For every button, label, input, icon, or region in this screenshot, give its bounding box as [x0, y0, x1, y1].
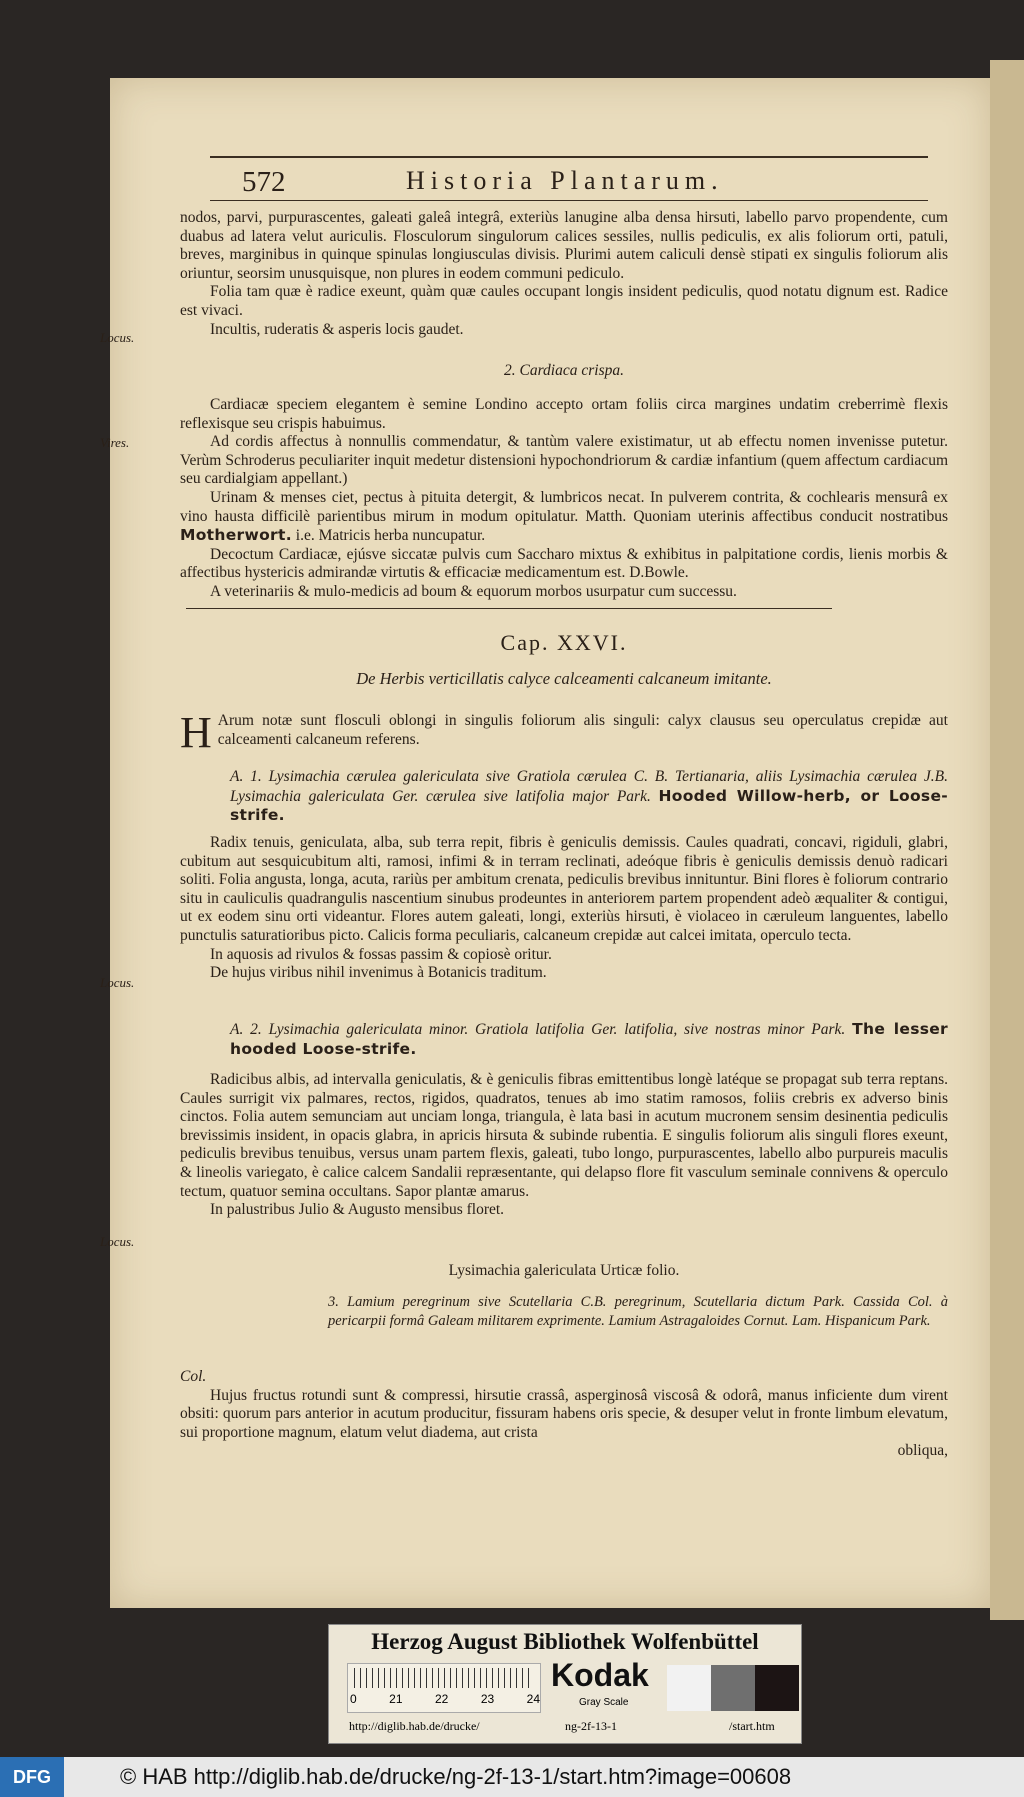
- dfg-logo: DFG: [0, 1757, 64, 1797]
- paragraph: Incultis, ruderatis & asperis locis gaudet.: [210, 320, 464, 338]
- margin-note: Vires.: [100, 435, 130, 450]
- chapter-intro: H Arum notæ sunt flosculi oblongi in singulis foliorum alis singuli: calyx clausus seu operculatus crepidæ aut calceamenti calcaneum referens.: [180, 708, 948, 757]
- gray-swatch-white: [667, 1665, 711, 1711]
- catchword: obliqua,: [897, 1442, 948, 1460]
- text-block-1: [180, 209, 948, 339]
- paragraph: Hujus fructus rotundi sunt & compressi, hirsutie crassâ, asperginosâ viscosâ & odorâ, manus inficiente dum virent obsiti: quorum pars anterior in acutum producitur, fissuram habens oris specie, & desuper velut in fronte limbum elevatum, sui proportione magnum, elatum velut diadema, aut crista: [180, 1386, 948, 1441]
- paragraph: Col.: [180, 1368, 207, 1385]
- top-rule: [210, 156, 928, 158]
- species-3-title: Lysimachia galericulata Urticæ folio.: [448, 1262, 680, 1279]
- book-edge: [990, 60, 1024, 1620]
- ruler-ticks: [354, 1668, 534, 1688]
- species-2-heading: A. 2. Lysimachia galericulata minor. Gratiola latifolia Ger. latifolia, sive nostras minor Park. The lesser hooded Loose-strife.: [230, 1020, 949, 1058]
- paragraph: Urinam & menses ciet, pectus à pituita detergit, & lumbricos necat. In pulverem contrita, & cochlearis mensurâ ex vino hausta difficilè parientibus mirum in modum opitulatur. Matth. Quoniam uterinis affectibus conducit nostratibus Motherwort. i.e. Matricis herba nuncupatur.: [180, 488, 948, 545]
- paragraph: In aquosis ad rivulos & fossas passim & copiosè oritur.: [210, 945, 552, 963]
- gray-scale-label: Gray Scale: [579, 1697, 629, 1708]
- margin-note: Locus.: [100, 330, 135, 345]
- drop-cap: H: [180, 708, 212, 757]
- margin-note: Locus.: [100, 1234, 135, 1249]
- copyright-link[interactable]: © HAB http://diglib.hab.de/drucke/ng-2f-13-1/start.htm?image=00608: [120, 1764, 792, 1789]
- margin-note: Locus.: [100, 975, 135, 990]
- url-part: ng-2f-13-1: [565, 1719, 617, 1733]
- url-part: http://diglib.hab.de/drucke/: [349, 1719, 480, 1733]
- library-name: Herzog August Bibliothek Wolfenbüttel: [371, 1629, 759, 1654]
- chapter-title: Cap. XXVI.: [500, 630, 628, 655]
- section-rule: [186, 608, 832, 609]
- ruler-scale: [347, 1663, 541, 1713]
- page-number: 572: [242, 166, 286, 198]
- running-head: Historia Plantarum.: [406, 166, 724, 195]
- blackletter-name: The lesser hooded Loose-strife.: [230, 1020, 949, 1058]
- blackletter-name: Motherwort.: [180, 526, 292, 545]
- paragraph: Radix tenuis, geniculata, alba, sub terra repit, fibris è geniculis demissis. Caules quadrati, concavi, rigiduli, glabri, cubitum aut sesquicubitum alti, ramosi, infimi & in terram reclinati, adeóque fibris è geniculis demissis denuò radicari soliti. Folia angusta, longa, acuta, rariùs per ambitum crenata, pediculis brevibus innituntur. Bini flores è foliorum contrario situ in cauliculis quadrangulis nascentium sinubus prodeuntes in anteriorem partem propendent adeò æqualiter & contigui, ut ex eodem sinu orti videantur. Flores autem galeati, longi, exteriùs hirsuti, è violaceo in cæruleum languentes, labello punctulis saturatioribus picto. Calicis forma peculiaris, calcaneum crepidæ aut calcei imitata, operculo tecta.: [180, 834, 948, 944]
- paragraph: nodos, parvi, purpurascentes, galeati galeâ integrâ, exteriùs lanugine alba densa hirsuti, labello parvo propendente, cum duabus ad latera velut auriculis. Flosculorum singulorum calices sessiles, nullis pediculis, ex alis foliorum orti, patuli, breves, marginibus in quinque spinulas longiusculas divisis. Plurimi autem caliculi densè stipati ex singulis foliorum alis oriuntur, seorsim unusquisque, non plures in eodem communi pediculo.: [180, 209, 948, 282]
- url-part: /start.htm: [729, 1719, 775, 1733]
- text-block-2: [180, 396, 948, 602]
- blackletter-name: Hooded Willow-herb, or Loose-strife.: [230, 786, 948, 825]
- gray-swatch-mid: [711, 1665, 755, 1711]
- paragraph: In palustribus Julio & Augusto mensibus floret.: [210, 1201, 505, 1219]
- footer-bar: [0, 1757, 1024, 1797]
- ruler-numbers: 0 21 22 23 24: [350, 1692, 540, 1706]
- paragraph: Radicibus albis, ad intervalla geniculatis, & è geniculis fibras emittentibus longè latéque se propagat sub terra reptans. Caules surrigit vix palmares, rectos, rigidos, quadratos, tenues ab imo statim ramosos, foliis crebris ex adverso binis cinctos. Folia autem semunciam aut unciam longa, triangula, è lata basi in acutum mucronem sensim desinentia pediculis brevissimis insident, in opacis glabra, in apricis hirsuta & subinde rubentia. E singulis foliorum alis singuli flores exeunt, pediculis brevibus tenuibus, versus unam partem flexis, galeati, tubo longo, purpurascentes, labello albo purpureis maculis & lineolis variegato, è calice calcem Sandalii repræsentante, qui delapso flore fit vasculum seminale connivens & operculo tectum, quatuor semina occultans. Sapor plantæ amarus.: [180, 1071, 948, 1200]
- paragraph: Folia tam quæ è radice exeunt, quàm quæ caules occupant longis insident pediculis, quod notatu dignum est. Radice est vivaci.: [180, 283, 948, 319]
- gray-swatch-black: [755, 1665, 799, 1711]
- paragraph: Decoctum Cardiacæ, ejúsve siccatæ pulvis cum Saccharo mixtus & exhibitus in palpitatione cordis, lienis morbis & affectibus hystericis admirandæ virtutis & efficaciæ medicamentum est. D.Bowle.: [180, 545, 948, 582]
- chapter-subtitle: De Herbis verticillatis calyce calceamenti calcaneum imitante.: [356, 669, 772, 688]
- kodak-logo: Kodak: [551, 1657, 649, 1693]
- species-2-text: [180, 1071, 948, 1220]
- header-rule: [210, 200, 928, 201]
- paragraph: Cardiacæ speciem elegantem è semine Londino accepto ortam foliis circa margines undatim creberrimè flexis reflexisque seu crispis habuimus.: [180, 396, 948, 432]
- species-1-heading: A. 1. Lysimachia cærulea galericulata sive Gratiola cærulea C. B. Tertianaria, aliis Lysimachia cærulea J.B. Lysimachia galericulata Ger. cærulea sive latifolia major Park. Hooded Willow-herb, or Loose-strife.: [230, 768, 948, 825]
- species-3-heading: 3. Lamium peregrinum sive Scutellaria C.B. peregrinum, Scutellaria dictum Park. Cassida Col. à pericarpii formâ Galeam militarem exprimente. Lamium Astragaloides Cornut. Lam. Hispanicum Park.: [328, 1294, 948, 1329]
- paragraph: A veterinariis & mulo-medicis ad boum & equorum morbos usurpatur cum successu.: [210, 582, 737, 600]
- paragraph: Ad cordis affectus à nonnullis commendatur, & tantùm valere existimatur, ut ab effectu nomen invenisse putetur. Verùm Schroderus peculiariter inquit medetur distensioni hypochondriorum & cardiæ infantium (quem affectum cardiacum seu cardialgiam appellant.): [180, 433, 948, 488]
- species-heading: 2. Cardiaca crispa.: [504, 362, 624, 379]
- species-3-text: [180, 1368, 948, 1461]
- color-calibration-bar: [328, 1624, 802, 1744]
- species-1-text: [180, 834, 948, 983]
- paragraph: De hujus viribus nihil invenimus à Botanicis traditum.: [210, 964, 547, 982]
